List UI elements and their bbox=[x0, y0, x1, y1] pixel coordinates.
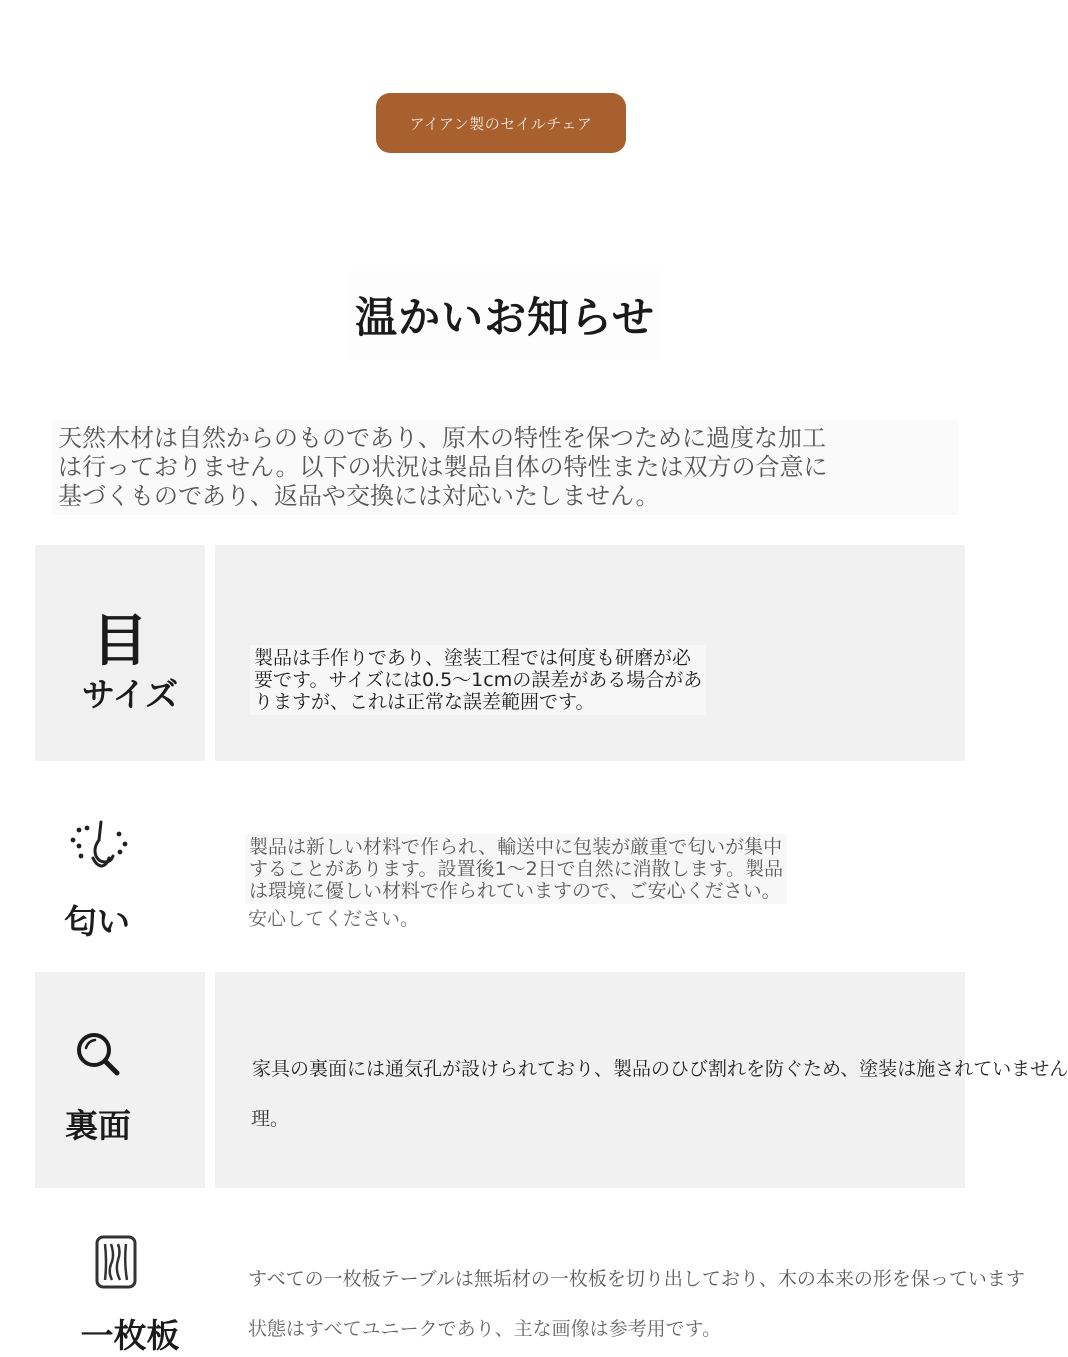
page-title: 温かいお知らせ bbox=[350, 270, 660, 360]
notice-text-slab: すべての一枚板テーブルは無垢材の一枚板を切り出しており、木の本来の形を保っています bbox=[248, 1268, 1025, 1290]
notice-label-slab: 一枚板 bbox=[80, 1316, 180, 1355]
notice-text-smell: 製品は新しい材料で作られ、輸送中に包装が厳重で匂いが集中 することがあります。設置後1〜2日で自然に消散します。製品 は環境に優しい材料で作られていますので、ご安心ください。 bbox=[245, 812, 787, 904]
notice-text-cell bbox=[215, 1200, 1025, 1350]
magnifier-icon bbox=[13, 1030, 183, 1078]
notice-text-cell bbox=[215, 972, 1068, 1188]
notice-label-back: 裏面 bbox=[65, 1106, 131, 1145]
notice-row-size bbox=[35, 545, 965, 761]
notice-text-cell bbox=[215, 772, 965, 962]
notice-extra-slab: 状態はすべてユニークであり、主な画像は参考用です。 bbox=[248, 1318, 722, 1340]
notice-row-smell bbox=[35, 772, 965, 962]
notice-extra-back: 理。 bbox=[251, 1108, 290, 1130]
notice-row-slab bbox=[35, 1200, 1025, 1355]
product-badge-label: アイアン製のセイルチェア bbox=[409, 114, 593, 133]
wood-slab-icon bbox=[31, 1234, 201, 1290]
notice-text-size: 製品は手作りであり、塗装工程では何度も研磨が必 要です。サイズには0.5〜1cmの誤差がある場合があ りますが、これは正常な誤差範囲です。 bbox=[250, 623, 706, 715]
notice-row-back bbox=[35, 972, 1068, 1188]
notice-icon-cell bbox=[35, 1200, 205, 1355]
nose-smell-icon bbox=[15, 816, 185, 876]
notice-label-smell: 匂い bbox=[64, 902, 130, 941]
notice-extra-smell: 安心してください。 bbox=[248, 908, 420, 930]
notice-text-cell bbox=[215, 545, 965, 761]
notice-label-size: サイズ bbox=[81, 675, 179, 714]
notice-icon-cell bbox=[35, 772, 205, 962]
notice-text-back: 家具の裏面には通気孔が設けられており、製品のひび割れを防ぐため、塗装は施されていません bbox=[252, 1058, 1068, 1080]
size-glyph-icon: 目 bbox=[92, 609, 148, 674]
intro-paragraph: 天然木材は自然からのものであり、原木の特性を保つために過度な加工 は行っておりません。以下の状況は製品自体の特性または双方の合意に 基づくものであり、返品や交換には対応いたしません。 bbox=[52, 420, 959, 515]
notice-icon-cell bbox=[35, 545, 205, 761]
notice-icon-cell bbox=[35, 972, 205, 1188]
product-badge bbox=[376, 93, 626, 153]
